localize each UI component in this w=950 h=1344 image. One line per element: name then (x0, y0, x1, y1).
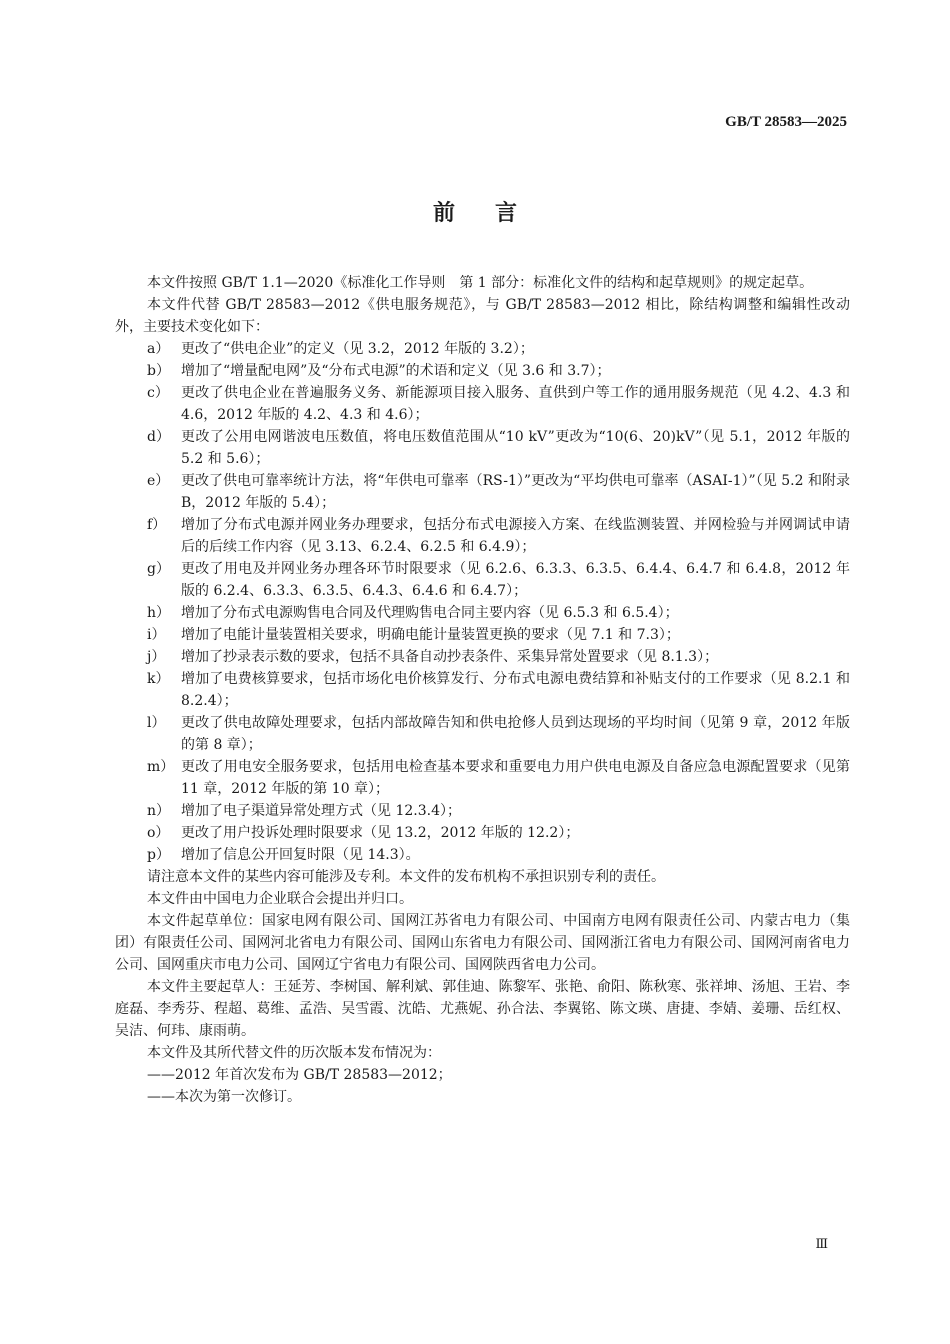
list-item-label: g） (147, 561, 170, 577)
list-item (115, 844, 850, 866)
list-item-text: 更改了用电及并网业务办理各环节时限要求（见 6.2.6、6.3.3、6.3.5、6.4.4、6.4.7 和 6.4.8，2012 年版的 6.2.4、6.3.3、6.3.5、6.4.3、6.4.6 和 6.4.7）； (181, 561, 850, 599)
list-item-label: n） (147, 803, 171, 819)
history-item: ——本次为第一次修订。 (147, 1089, 301, 1105)
list-item-label: j） (147, 649, 166, 665)
list-item-text: 更改了供电企业在普遍服务义务、新能源项目接入服务、直供到户等工作的通用服务规范（见 4.2、4.3 和 4.6，2012 年版的 4.2、4.3 和 4.6）； (181, 385, 850, 423)
proposer-statement: 本文件由中国电力企业联合会提出并归口。 (147, 891, 413, 907)
list-item-text: 增加了电子渠道异常处理方式（见 12.3.4）； (181, 803, 461, 819)
standard-number: GB/T 28583—2025 (725, 114, 847, 130)
list-item (115, 360, 850, 382)
list-item-text: 更改了供电故障处理要求，包括内部故障告知和供电抢修人员到达现场的平均时间（见第 9 章，2012 年版的第 8 章）； (181, 715, 850, 753)
list-item-text: 更改了用电安全服务要求，包括用电检查基本要求和重要电力用户供电电源及自备应急电源配置要求（见第 11 章，2012 年版的第 10 章）； (181, 759, 850, 797)
list-item-text: 增加了电能计量装置相关要求，明确电能计量装置更换的要求（见 7.1 和 7.3）； (181, 627, 680, 643)
list-item-label: k） (147, 671, 170, 687)
history-item: ——2012 年首次发布为 GB/T 28583—2012； (147, 1067, 452, 1083)
list-item-text: 增加了分布式电源购售电合同及代理购售电合同主要内容（见 6.5.3 和 6.5.4）； (181, 605, 679, 621)
list-item-text: 更改了供电可靠率统计方法，将“年供电可靠率（RS-1）”更改为“平均供电可靠率（ASAI-1）”（见 5.2 和附录 B，2012 年版的 5.4）； (181, 473, 850, 511)
list-item-label: h） (147, 605, 171, 621)
list-item-text: 更改了用户投诉处理时限要求（见 13.2，2012 年版的 12.2）； (181, 825, 580, 841)
list-item (115, 558, 850, 602)
list-item-label: f） (147, 517, 167, 533)
list-item (115, 470, 850, 514)
list-item-text: 更改了公用电网谐波电压数值，将电压数值范围从“10 kV”更改为“10(6、20)kV”（见 5.1，2012 年版的 5.2 和 5.6）； (181, 429, 850, 467)
list-item (115, 822, 850, 844)
list-item-label: d） (147, 429, 170, 445)
intro-paragraph: 本文件按照 GB/T 1.1—2020《标准化工作导则 第 1 部分：标准化文件的结构和起草规则》的规定起草。 (147, 275, 814, 291)
page-title: 前言 (432, 201, 557, 226)
list-item (115, 382, 850, 426)
list-item-text: 更改了“供电企业”的定义（见 3.2，2012 年版的 3.2）； (181, 341, 534, 357)
list-item (115, 338, 850, 360)
list-item-label: b） (147, 363, 170, 379)
drafters: 本文件主要起草人：王延芳、李树国、解利斌、郭佳迪、陈黎军、张艳、俞阳、陈秋寒、张祥坤、汤旭、王岩、李庭磊、李秀芬、程超、葛维、孟浩、吴雪霞、沈皓、尤燕妮、孙合法、李翼铭、陈文瑛、唐捷、李婧、姜珊、岳红权、吴洁、何玮、康雨萌。 (115, 979, 850, 1039)
list-item-label: m） (147, 759, 175, 775)
list-item (115, 624, 850, 646)
foreword-body (115, 272, 850, 1108)
list-item-text: 增加了分布式电源并网业务办理要求，包括分布式电源接入方案、在线监测装置、并网检验与并网调试申请后的后续工作内容（见 3.13、6.2.4、6.2.5 和 6.4.9）； (181, 517, 850, 555)
list-item (115, 514, 850, 558)
list-item-text: 增加了“增量配电网”及“分布式电源”的术语和定义（见 3.6 和 3.7）； (181, 363, 611, 379)
list-item (115, 668, 850, 712)
list-item-text: 增加了电费核算要求，包括市场化电价核算发行、分布式电源电费结算和补贴支付的工作要求（见 8.2.1 和 8.2.4）； (181, 671, 850, 709)
page-number: Ⅲ (815, 1236, 828, 1251)
list-item-text: 增加了抄录表示数的要求，包括不具备自动抄表条件、采集异常处置要求（见 8.1.3）； (181, 649, 719, 665)
intro-paragraph: 本文件代替 GB/T 28583—2012《供电服务规范》，与 GB/T 28583—2012 相比，除结构调整和编辑性改动外，主要技术变化如下： (115, 297, 850, 335)
list-item (115, 800, 850, 822)
list-item (115, 602, 850, 624)
list-item (115, 426, 850, 470)
list-item-label: p） (147, 847, 170, 863)
list-item-label: c） (147, 385, 169, 401)
list-item-label: i） (147, 627, 166, 643)
list-item (115, 712, 850, 756)
list-item (115, 646, 850, 668)
list-item-text: 增加了信息公开回复时限（见 14.3）。 (181, 847, 420, 863)
list-item-label: a） (147, 341, 170, 357)
history-intro: 本文件及其所代替文件的历次版本发布情况为： (147, 1045, 441, 1061)
drafting-units: 本文件起草单位：国家电网有限公司、国网江苏省电力有限公司、中国南方电网有限责任公司、内蒙古电力（集团）有限责任公司、国网河北省电力有限公司、国网山东省电力有限公司、国网浙江省电力有限公司、国网河南省电力公司、国网重庆市电力公司、国网辽宁省电力有限公司、国网陕西省电力公司。 (115, 913, 850, 973)
list-item-label: o） (147, 825, 170, 841)
changes-list (115, 338, 850, 866)
patent-notice: 请注意本文件的某些内容可能涉及专利。本文件的发布机构不承担识别专利的责任。 (147, 869, 665, 885)
list-item (115, 756, 850, 800)
list-item-label: e） (147, 473, 170, 489)
list-item-label: l） (147, 715, 166, 731)
